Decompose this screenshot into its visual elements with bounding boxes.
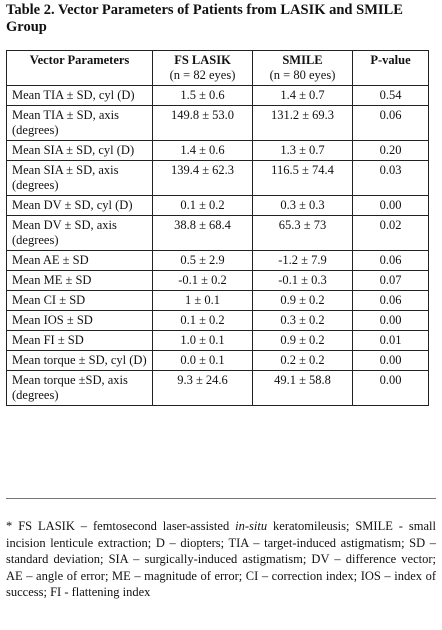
cell-fs-lasik: 0.1 ± 0.2 xyxy=(153,196,253,216)
cell-p-value: 0.00 xyxy=(353,196,429,216)
table-title: Table 2. Vector Parameters of Patients from LASIK and SMILE Group xyxy=(6,2,403,35)
cell-fs-lasik: 1.5 ± 0.6 xyxy=(153,86,253,106)
header-p-value xyxy=(353,51,429,86)
cell-smile: 0.3 ± 0.3 xyxy=(253,196,353,216)
table-row xyxy=(7,251,429,271)
cell-smile: 1.3 ± 0.7 xyxy=(253,141,353,161)
cell-p-value: 0.03 xyxy=(353,161,429,196)
cell-fs-lasik: -0.1 ± 0.2 xyxy=(153,271,253,291)
cell-parameter: Mean AE ± SD xyxy=(7,251,153,271)
cell-parameter: Mean torque ±SD, axis (degrees) xyxy=(7,371,153,406)
table-row xyxy=(7,271,429,291)
table-row xyxy=(7,216,429,251)
table-row xyxy=(7,196,429,216)
cell-p-value: 0.00 xyxy=(353,351,429,371)
cell-smile: -0.1 ± 0.3 xyxy=(253,271,353,291)
cell-parameter: Mean SIA ± SD, axis (degrees) xyxy=(7,161,153,196)
cell-fs-lasik: 1 ± 0.1 xyxy=(153,291,253,311)
cell-p-value: 0.00 xyxy=(353,311,429,331)
cell-p-value: 0.06 xyxy=(353,251,429,271)
cell-fs-lasik: 0.0 ± 0.1 xyxy=(153,351,253,371)
header-smile-count: (n = 80 eyes) xyxy=(269,68,336,82)
table-body xyxy=(7,86,429,406)
cell-parameter: Mean FI ± SD xyxy=(7,331,153,351)
header-fs-lasik xyxy=(153,51,253,86)
cell-p-value: 0.54 xyxy=(353,86,429,106)
cell-smile: 0.9 ± 0.2 xyxy=(253,291,353,311)
cell-fs-lasik: 38.8 ± 68.4 xyxy=(153,216,253,251)
footnote xyxy=(6,518,436,601)
cell-p-value: 0.00 xyxy=(353,371,429,406)
cell-parameter: Mean DV ± SD, cyl (D) xyxy=(7,196,153,216)
cell-parameter: Mean TIA ± SD, axis (degrees) xyxy=(7,106,153,141)
cell-p-value: 0.06 xyxy=(353,291,429,311)
table-row xyxy=(7,291,429,311)
table-header xyxy=(7,51,429,86)
header-smile xyxy=(253,51,353,86)
table-row xyxy=(7,161,429,196)
cell-fs-lasik: 9.3 ± 24.6 xyxy=(153,371,253,406)
cell-fs-lasik: 1.4 ± 0.6 xyxy=(153,141,253,161)
cell-smile: 49.1 ± 58.8 xyxy=(253,371,353,406)
cell-fs-lasik: 0.1 ± 0.2 xyxy=(153,311,253,331)
cell-parameter: Mean CI ± SD xyxy=(7,291,153,311)
footnote-text-end: keratomileusis; SMILE - small incision lenticule extraction; D – diopters; TIA – target-induced astigmatism; SD – standard deviation; SIA – surgically-induced astigmatism; DV – difference vector; AE – angle of error; ME – magnitude of error; CI – correction index; IOS – index of success; FI - flattening index xyxy=(6,519,436,599)
cell-p-value: 0.01 xyxy=(353,331,429,351)
header-fs-lasik-count: (n = 82 eyes) xyxy=(169,68,236,82)
cell-parameter: Mean ME ± SD xyxy=(7,271,153,291)
header-fs-lasik-label: FS LASIK xyxy=(174,53,231,67)
cell-parameter: Mean DV ± SD, axis (degrees) xyxy=(7,216,153,251)
cell-smile: 0.9 ± 0.2 xyxy=(253,331,353,351)
cell-parameter: Mean TIA ± SD, cyl (D) xyxy=(7,86,153,106)
header-smile-label: SMILE xyxy=(282,53,323,67)
cell-smile: 65.3 ± 73 xyxy=(253,216,353,251)
cell-parameter: Mean torque ± SD, cyl (D) xyxy=(7,351,153,371)
cell-p-value: 0.02 xyxy=(353,216,429,251)
table-row xyxy=(7,331,429,351)
cell-smile: 1.4 ± 0.7 xyxy=(253,86,353,106)
cell-smile: 0.2 ± 0.2 xyxy=(253,351,353,371)
table-row xyxy=(7,371,429,406)
table-row xyxy=(7,141,429,161)
cell-smile: 0.3 ± 0.2 xyxy=(253,311,353,331)
cell-smile: 116.5 ± 74.4 xyxy=(253,161,353,196)
cell-parameter: Mean IOS ± SD xyxy=(7,311,153,331)
table-row xyxy=(7,106,429,141)
footnote-italic-term: in-situ xyxy=(235,519,268,533)
cell-p-value: 0.07 xyxy=(353,271,429,291)
cell-fs-lasik: 0.5 ± 2.9 xyxy=(153,251,253,271)
header-p-value-label: P-value xyxy=(370,53,411,67)
header-row xyxy=(7,51,429,86)
header-vector-parameters-label: Vector Parameters xyxy=(29,53,130,67)
table-row xyxy=(7,351,429,371)
cell-p-value: 0.06 xyxy=(353,106,429,141)
cell-fs-lasik: 1.0 ± 0.1 xyxy=(153,331,253,351)
footnote-divider xyxy=(6,498,436,499)
cell-p-value: 0.20 xyxy=(353,141,429,161)
cell-parameter: Mean SIA ± SD, cyl (D) xyxy=(7,141,153,161)
cell-smile: 131.2 ± 69.3 xyxy=(253,106,353,141)
vector-parameters-table xyxy=(6,50,429,406)
cell-fs-lasik: 139.4 ± 62.3 xyxy=(153,161,253,196)
cell-smile: -1.2 ± 7.9 xyxy=(253,251,353,271)
table-row xyxy=(7,86,429,106)
cell-fs-lasik: 149.8 ± 53.0 xyxy=(153,106,253,141)
table-row xyxy=(7,311,429,331)
footnote-text-start: * FS LASIK – femtosecond laser-assisted xyxy=(6,519,236,533)
header-vector-parameters xyxy=(7,51,153,86)
